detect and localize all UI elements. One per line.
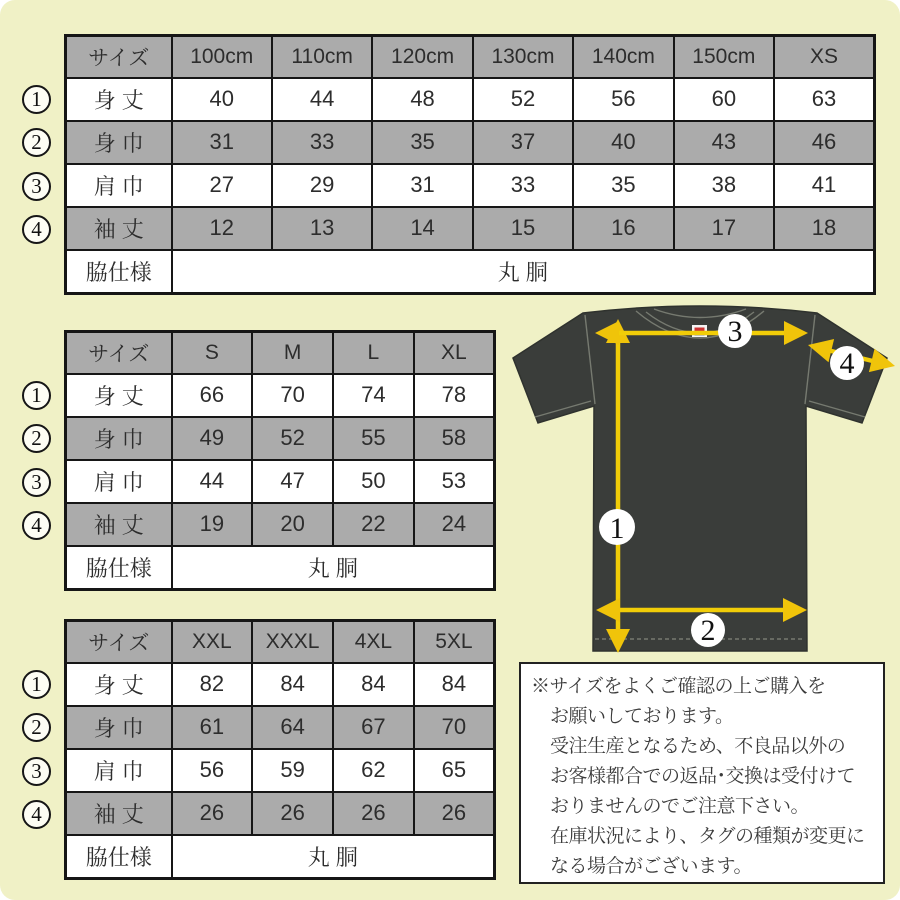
value-cell: 33 [272, 121, 372, 164]
row-marker-4: 4 [22, 215, 51, 244]
column-header-cell: XS [774, 36, 874, 78]
value-cell: 55 [333, 417, 414, 460]
value-cell: 27 [172, 164, 272, 207]
value-cell: 26 [414, 792, 495, 835]
value-cell: 43 [674, 121, 774, 164]
svg-text:4: 4 [839, 347, 855, 380]
column-header-cell: 100cm [172, 36, 272, 78]
value-cell: 48 [372, 78, 472, 121]
notice-line: ※サイズをよくご確認の上ご購入を [531, 676, 826, 697]
side-spec-value-cell: 丸 胴 [172, 835, 495, 879]
side-spec-value-cell: 丸 胴 [172, 250, 875, 294]
value-cell: 17 [674, 207, 774, 250]
size-table [64, 619, 496, 880]
measure-label-cell: 身 丈 [66, 374, 172, 417]
notice-line: なる場合がございます。 [550, 856, 752, 877]
row-marker-3: 3 [22, 468, 51, 497]
measure-label-cell: 身 巾 [66, 706, 172, 749]
side-spec-label-cell: 脇仕様 [66, 546, 172, 590]
column-header-cell: 4XL [333, 621, 414, 663]
value-cell: 12 [172, 207, 272, 250]
purchase-notice [519, 662, 885, 884]
measure-label-cell: 身 丈 [66, 663, 172, 706]
value-cell: 44 [172, 460, 253, 503]
column-header-cell: L [333, 332, 414, 374]
value-cell: 26 [172, 792, 253, 835]
tshirt-diagram [505, 302, 895, 659]
value-cell: 37 [473, 121, 573, 164]
size-table-big [31, 619, 496, 880]
column-header-cell: 130cm [473, 36, 573, 78]
diagram-marker-2 [691, 613, 725, 647]
value-cell: 65 [414, 749, 495, 792]
measure-label-cell: 袖 丈 [66, 792, 172, 835]
value-cell: 46 [774, 121, 874, 164]
value-cell: 62 [333, 749, 414, 792]
column-header-cell: XXXL [252, 621, 333, 663]
size-header-cell: サイズ [66, 621, 172, 663]
notice-line: お客様都合での返品･交換は受付けて [550, 766, 856, 787]
value-cell: 66 [172, 374, 253, 417]
notice-line: お願いしております。 [550, 706, 734, 727]
value-cell: 26 [252, 792, 333, 835]
size-table [64, 330, 496, 591]
value-cell: 40 [172, 78, 272, 121]
row-marker-3: 3 [22, 172, 51, 201]
side-spec-label-cell: 脇仕様 [66, 250, 172, 294]
value-cell: 74 [333, 374, 414, 417]
size-table-kids [31, 34, 876, 295]
value-cell: 53 [414, 460, 495, 503]
row-marker-1: 1 [22, 670, 51, 699]
side-spec-value-cell: 丸 胴 [172, 546, 495, 590]
value-cell: 33 [473, 164, 573, 207]
row-marker-1: 1 [22, 381, 51, 410]
diagram-marker-3 [718, 314, 752, 348]
row-marker-1: 1 [22, 85, 51, 114]
row-marker-2: 2 [22, 128, 51, 157]
size-table-adult [31, 330, 496, 591]
value-cell: 56 [172, 749, 253, 792]
value-cell: 35 [573, 164, 673, 207]
value-cell: 38 [674, 164, 774, 207]
value-cell: 19 [172, 503, 253, 546]
value-cell: 84 [333, 663, 414, 706]
diagram-marker-1 [599, 509, 635, 545]
measure-label-cell: 肩 巾 [66, 460, 172, 503]
value-cell: 20 [252, 503, 333, 546]
value-cell: 64 [252, 706, 333, 749]
value-cell: 84 [252, 663, 333, 706]
row-marker-2: 2 [22, 713, 51, 742]
value-cell: 40 [573, 121, 673, 164]
value-cell: 52 [473, 78, 573, 121]
column-header-cell: S [172, 332, 253, 374]
value-cell: 60 [674, 78, 774, 121]
value-cell: 63 [774, 78, 874, 121]
measure-label-cell: 身 巾 [66, 121, 172, 164]
value-cell: 70 [252, 374, 333, 417]
measure-label-cell: 肩 巾 [66, 164, 172, 207]
measure-label-cell: 袖 丈 [66, 207, 172, 250]
value-cell: 44 [272, 78, 372, 121]
value-cell: 84 [414, 663, 495, 706]
row-marker-2: 2 [22, 424, 51, 453]
svg-text:2: 2 [700, 614, 716, 647]
side-spec-label-cell: 脇仕様 [66, 835, 172, 879]
value-cell: 16 [573, 207, 673, 250]
size-table [64, 34, 876, 295]
notice-line: 受注生産となるため、不良品以外の [550, 736, 846, 757]
column-header-cell: 5XL [414, 621, 495, 663]
measure-label-cell: 身 丈 [66, 78, 172, 121]
value-cell: 67 [333, 706, 414, 749]
value-cell: 14 [372, 207, 472, 250]
value-cell: 26 [333, 792, 414, 835]
column-header-cell: 120cm [372, 36, 472, 78]
value-cell: 29 [272, 164, 372, 207]
column-header-cell: 150cm [674, 36, 774, 78]
value-cell: 61 [172, 706, 253, 749]
column-header-cell: 140cm [573, 36, 673, 78]
value-cell: 31 [372, 164, 472, 207]
column-header-cell: 110cm [272, 36, 372, 78]
svg-text:3: 3 [727, 315, 743, 348]
measure-label-cell: 袖 丈 [66, 503, 172, 546]
svg-text:1: 1 [609, 512, 625, 545]
value-cell: 31 [172, 121, 272, 164]
value-cell: 70 [414, 706, 495, 749]
measure-label-cell: 肩 巾 [66, 749, 172, 792]
value-cell: 82 [172, 663, 253, 706]
value-cell: 41 [774, 164, 874, 207]
value-cell: 50 [333, 460, 414, 503]
value-cell: 56 [573, 78, 673, 121]
column-header-cell: XL [414, 332, 495, 374]
size-header-cell: サイズ [66, 332, 172, 374]
column-header-cell: XXL [172, 621, 253, 663]
value-cell: 35 [372, 121, 472, 164]
value-cell: 22 [333, 503, 414, 546]
value-cell: 58 [414, 417, 495, 460]
size-header-cell: サイズ [66, 36, 172, 78]
notice-line: 在庫状況により、タグの種類が変更に [550, 826, 865, 847]
notice-line: おりませんのでご注意下さい。 [550, 796, 810, 817]
value-cell: 49 [172, 417, 253, 460]
value-cell: 15 [473, 207, 573, 250]
value-cell: 18 [774, 207, 874, 250]
value-cell: 59 [252, 749, 333, 792]
value-cell: 52 [252, 417, 333, 460]
measure-label-cell: 身 巾 [66, 417, 172, 460]
value-cell: 24 [414, 503, 495, 546]
diagram-marker-4 [830, 346, 864, 380]
row-marker-4: 4 [22, 511, 51, 540]
row-marker-3: 3 [22, 757, 51, 786]
value-cell: 78 [414, 374, 495, 417]
column-header-cell: M [252, 332, 333, 374]
value-cell: 13 [272, 207, 372, 250]
value-cell: 47 [252, 460, 333, 503]
row-marker-4: 4 [22, 800, 51, 829]
